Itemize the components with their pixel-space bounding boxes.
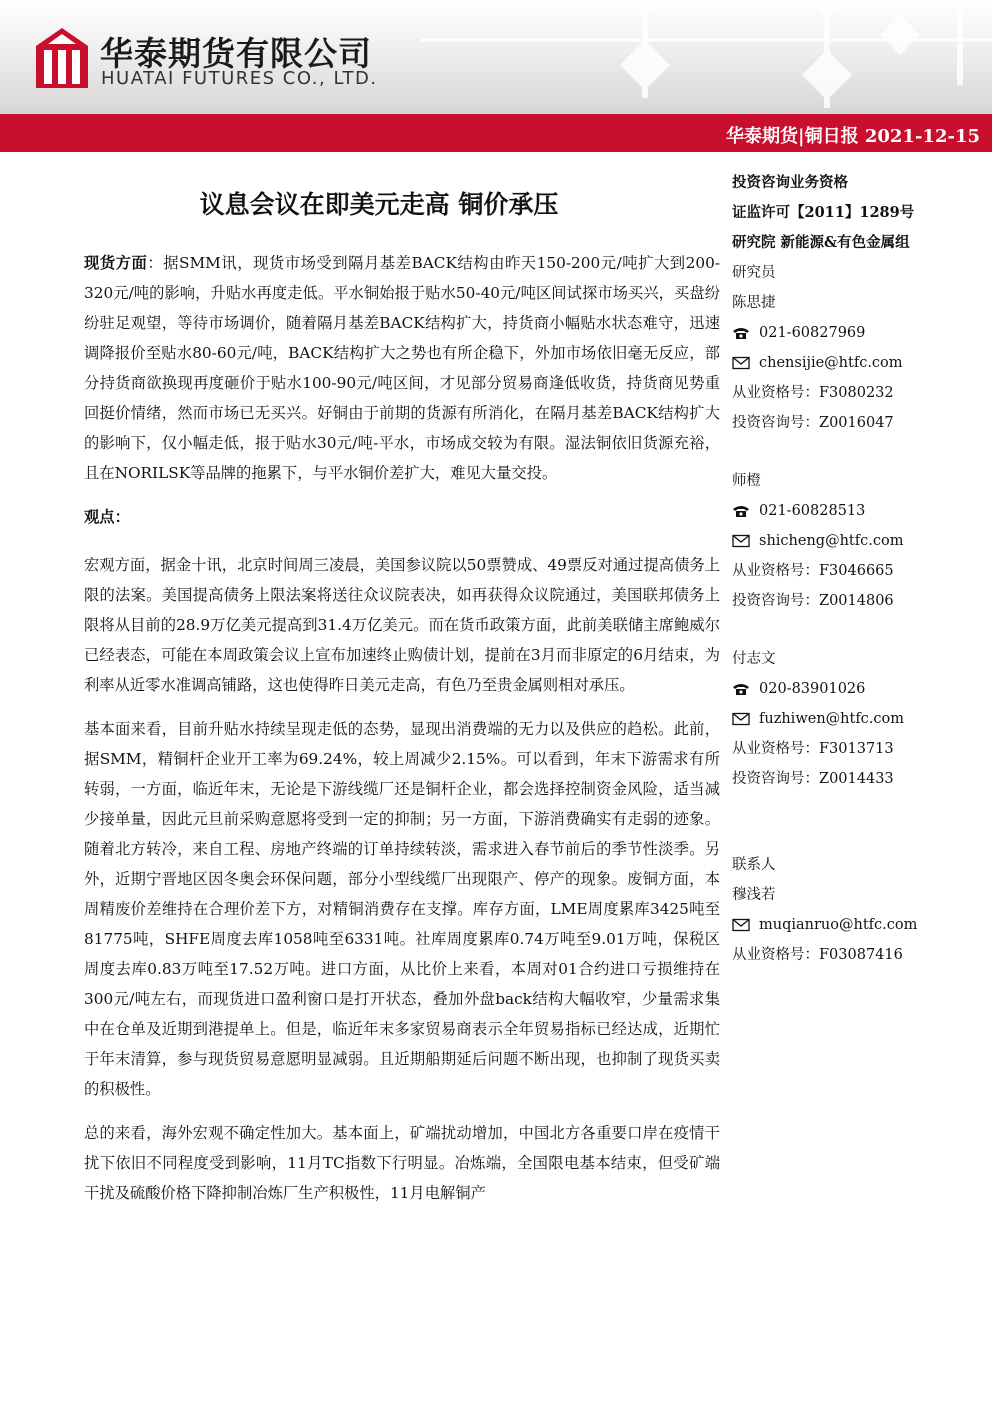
summary-paragraph: 总的来看，海外宏观不确定性加大。基本面上，矿端扰动增加，中国北方各重要口岸在疫情干扰下依旧不同程度受到影响，11月TC指数下行明显。冶炼端，全国限电基本结束，但受矿端干扰及硫酸价格下降抑制冶炼厂生产积极性，11月电解铜产 [84,1124,720,1202]
consult-number: 投资咨询号：Z0014806 [732,593,894,609]
analyst-name: 师橙 [732,473,761,489]
phone-number: 021-60828513 [759,503,866,519]
email-row [732,526,982,556]
email-icon [732,918,750,932]
analyst-sidebar [732,168,982,970]
email-icon [732,356,750,370]
license-number: 从业资格号：F03087416 [732,947,903,963]
contact-label: 联系人 [732,857,776,873]
email-row [732,348,982,378]
qualification-line-1: 投资咨询业务资格 [732,174,848,191]
spot-paragraph [84,248,720,488]
company-name-cn: 华泰期货有限公司 [100,34,372,73]
consult-number: 投资咨询号：Z0014433 [732,771,894,787]
email-address[interactable]: muqianruo@htfc.com [759,917,918,933]
phone-row [732,318,982,348]
phone-row [732,674,982,704]
license-number: 从业资格号：F3013713 [732,741,894,757]
license-number: 从业资格号：F3046665 [732,563,894,579]
phone-row [732,496,982,526]
department: 研究院 新能源&有色金属组 [732,234,910,251]
phone-icon [732,504,750,518]
email-address[interactable]: shicheng@htfc.com [759,533,904,549]
spot-label: 现货方面 [84,254,148,272]
analyst-name: 陈思捷 [732,295,776,311]
email-row [732,910,982,940]
license-number: 从业资格号：F3080232 [732,385,894,401]
company-logo [36,28,88,88]
spot-text: ：据SMM讯，现货市场受到隔月基差BACK结构由昨天150-200元/吨扩大到200-320元/吨的影响，升贴水再度走低。平水铜始报于贴水50-40元/吨区间试探市场买兴，买盘纷纷驻足观望，等待市场调价，随着隔月基差BACK结构扩大，持货商小幅贴水状态难守，迅速调降报价至贴水80-60元/吨，BACK结构扩大之势也有所企稳下，外加市场依旧毫无反应，部分持货商欲换现再度砸价于贴水100-90元/吨区间，才见部分贸易商逢低收货，持货商见势重回挺价情绪，然而市场已无买兴。好铜由于前期的货源有所消化，在隔月基差BACK结构扩大的影响下，仅小幅走低，报于贴水30元/吨-平水，市场成交较为有限。湿法铜依旧货源充裕，且在NORILSK等品牌的拖累下，与平水铜价差扩大，难见大量交投。 [84,254,720,482]
email-row [732,704,982,734]
role-label: 研究员 [732,265,776,281]
email-icon [732,712,750,726]
phone-number: 021-60827969 [759,325,866,341]
fundamental-paragraph: 基本面来看，目前升贴水持续呈现走低的态势，显现出消费端的无力以及供应的趋松。此前，据SMM，精铜杆企业开工率为69.24%，较上周减少2.15%。可以看到，年末下游需求有所转弱，一方面，临近年末，无论是下游线缆厂还是铜杆企业，都会选择控制资金风险，适当减少接单量，因此元旦前采购意愿将受到一定的抑制；另一方面，下游消费确实有走弱的迹象。随着北方转冷，来自工程、房地产终端的订单持续转淡，需求进入春节前后的季节性淡季。另外，近期宁晋地区因冬奥会环保问题，部分小型线缆厂出现限产、停产的现象。废铜方面，本周精废价差维持在合理价差下方，对精铜消费存在支撑。库存方面，LME周度累库3425吨至81775吨，SHFE周度去库1058吨至6331吨。社库周度累库0.74万吨至9.01万吨，保税区周度去库0.83万吨至17.52万吨。进口方面，从比价上来看，本周对01合约进口亏损维持在300元/吨左右，而现货进口盈利窗口是打开状态，叠加外盘back结构大幅收窄，少量需求集中在仓单及近期到港提单上。但是，临近年末多家贸易商表示全年贸易指标已经达成，近期忙于年末清算，参与现货贸易意愿明显减弱。且近期船期延后问题不断出现，也抑制了现货买卖的积极性。 [84,720,720,1098]
contact-name: 穆浅若 [732,887,776,903]
header-decoration [420,0,992,115]
email-icon [732,534,750,548]
report-header [0,0,992,115]
qualification-line-2: 证监许可【2011】1289号 [732,204,915,221]
main-body [84,248,720,1222]
consult-number: 投资咨询号：Z0016047 [732,415,894,431]
report-title: 议息会议在即美元走高 铜价承压 [199,190,559,219]
report-tag-bar [0,114,992,152]
email-address[interactable]: chensijie@htfc.com [759,355,903,371]
phone-icon [732,326,750,340]
phone-number: 020-83901026 [759,681,866,697]
view-label: 观点： [84,508,130,526]
macro-paragraph: 宏观方面，据金十讯，北京时间周三凌晨，美国参议院以50票赞成、49票反对通过提高债务上限的法案。美国提高债务上限法案将送往众议院表决，如再获得众议院通过，美国联邦债务上限将从目前的28.9万亿美元提高到31.4万亿美元。而在货币政策方面，此前美联储主席鲍威尔已经表态，可能在本周政策会议上宣布加速终止购债计划，提前在3月而非原定的6月结束，为利率从近零水准调高铺路，这也使得昨日美元走高，有色乃至贵金属则相对承压。 [84,556,720,694]
analyst-name: 付志文 [732,651,776,667]
company-name-en: HUATAI FUTURES CO., LTD. [101,68,378,89]
report-tag: 华泰期货|铜日报 2021-12-15 [726,126,980,147]
phone-icon [732,682,750,696]
email-address[interactable]: fuzhiwen@htfc.com [759,711,905,727]
